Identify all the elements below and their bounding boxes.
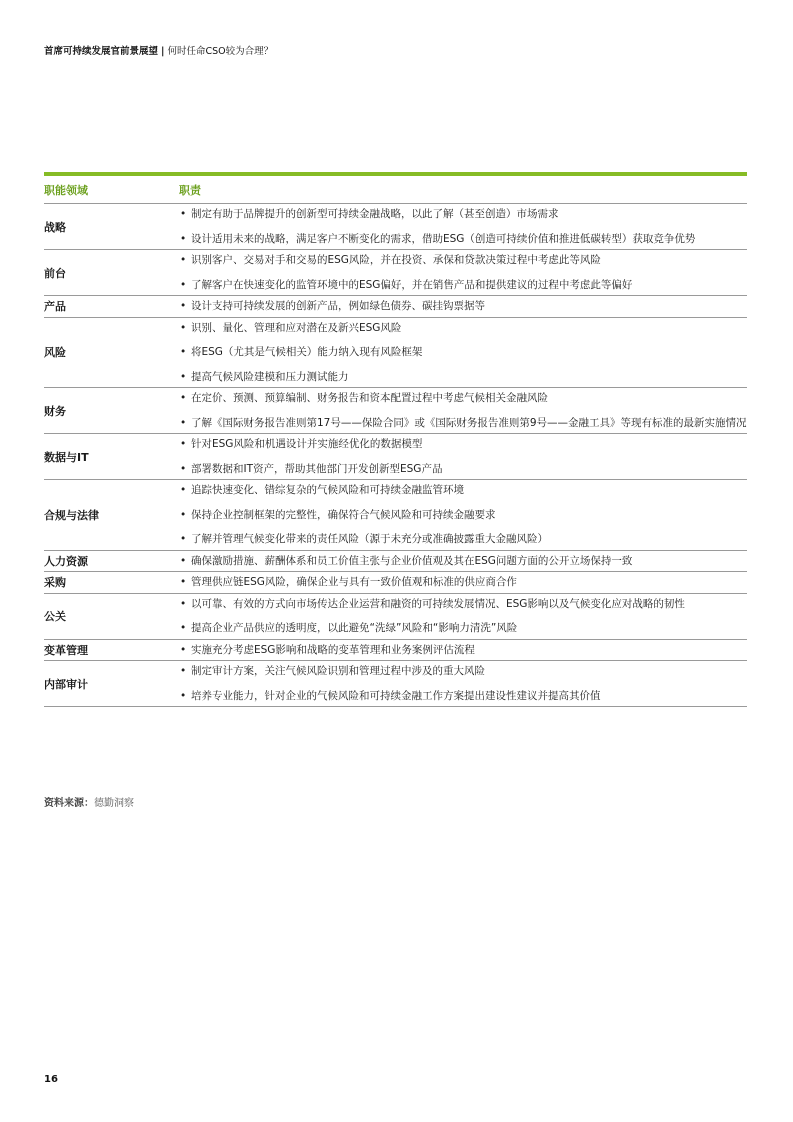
responsibility-item: • 部署数据和IT资产，帮助其他部门开发创新型ESG产品 [179, 462, 747, 478]
responsibility-item: • 确保激励措施、薪酬体系和员工价值主张与企业价值观及其在ESG问题方面的公开立场保持一致 [179, 554, 747, 570]
table-row [44, 250, 747, 296]
domain-cell: 内部审计 [44, 677, 88, 691]
responsibility-item: • 将ESG（尤其是气候相关）能力纳入现有风险框架 [179, 345, 747, 361]
domain-cell: 变革管理 [44, 643, 88, 657]
header-separator: | [161, 46, 165, 57]
domain-cell: 公关 [44, 610, 66, 623]
domain-cell: 财务 [44, 404, 66, 418]
responsibility-item: • 了解并管理气候变化带来的责任风险（源于未充分或准确披露重大金融风险） [179, 532, 747, 548]
domain-cell: 数据与IT [44, 450, 89, 464]
responsibility-item: • 制定审计方案，关注气候风险识别和管理过程中涉及的重大风险 [179, 664, 747, 680]
responsibility-item: • 识别、量化、管理和应对潜在及新兴ESG风险 [179, 321, 747, 337]
table-header [44, 176, 747, 204]
responsibility-item: • 提高企业产品供应的透明度，以此避免“洗绿”风险和“影响力清洗”风险 [179, 621, 747, 637]
responsibilities-cell [179, 551, 747, 572]
domain-cell: 产品 [44, 300, 66, 314]
table-row [44, 318, 747, 389]
responsibilities-cell [179, 480, 747, 550]
domain-cell: 风险 [44, 346, 66, 360]
domain-cell: 合规与法律 [44, 508, 99, 522]
responsibility-item: • 在定价、预测、预算编制、财务报告和资本配置过程中考虑气候相关金融风险 [179, 391, 747, 407]
source-label: 资料来源： [44, 798, 94, 809]
responsibility-item: • 培养专业能力，针对企业的气候风险和可持续金融工作方案提出建设性建议并提高其价值 [179, 689, 747, 705]
responsibility-item: • 管理供应链ESG风险，确保企业与具有一致价值观和标准的供应商合作 [179, 575, 747, 591]
table-row [44, 296, 747, 318]
responsibilities-cell [179, 434, 747, 479]
responsibilities-table [44, 172, 747, 707]
source-text: 德勤洞察 [94, 798, 134, 809]
responsibilities-cell [179, 318, 747, 388]
responsibilities-cell [179, 204, 747, 249]
responsibility-item: • 了解客户在快速变化的监管环境中的ESG偏好，并在销售产品和提供建议的过程中考虑此等偏好 [179, 278, 747, 294]
column-header-domain: 职能领域 [44, 183, 88, 197]
responsibility-item: • 设计支持可持续发展的创新产品，例如绿色债券、碳挂钩票据等 [179, 299, 747, 315]
domain-cell: 采购 [44, 576, 66, 590]
domain-cell: 人力资源 [44, 554, 88, 568]
table-row [44, 640, 747, 662]
responsibilities-cell [179, 572, 747, 593]
responsibility-item: • 了解《国际财务报告准则第17号——保险合同》或《国际财务报告准则第9号——金融工具》等现有标准的最新实施情况 [179, 416, 747, 432]
table-row [44, 551, 747, 573]
table-row [44, 594, 747, 640]
responsibilities-cell [179, 388, 747, 433]
running-header [44, 43, 273, 57]
responsibility-item: • 提高气候风险建模和压力测试能力 [179, 370, 747, 386]
responsibility-item: • 制定有助于品牌提升的创新型可持续金融战略，以此了解（甚至创造）市场需求 [179, 207, 747, 223]
responsibilities-cell [179, 594, 747, 639]
responsibility-item: • 实施充分考虑ESG影响和战略的变革管理和业务案例评估流程 [179, 643, 747, 659]
column-header-responsibilities: 职责 [179, 183, 201, 197]
report-title: 首席可持续发展官前景展望 [44, 46, 159, 57]
domain-cell: 前台 [44, 266, 66, 280]
responsibility-item: • 识别客户、交易对手和交易的ESG风险，并在投资、承保和贷款决策过程中考虑此等风险 [179, 253, 747, 269]
table-row [44, 434, 747, 480]
responsibility-item: • 以可靠、有效的方式向市场传达企业运营和融资的可持续发展情况、ESG影响以及气候变化应对战略的韧性 [179, 597, 747, 613]
table-row [44, 388, 747, 434]
domain-cell: 战略 [44, 220, 66, 234]
responsibility-item: • 设计适用未来的战略，满足客户不断变化的需求，借助ESG（创造可持续价值和推进低碳转型）获取竞争优势 [179, 232, 747, 248]
table-row [44, 204, 747, 250]
responsibilities-cell [179, 296, 747, 317]
table-row [44, 572, 747, 594]
table-row [44, 480, 747, 551]
page-number: 16 [44, 1074, 58, 1085]
table-row [44, 661, 747, 707]
responsibility-item: • 针对ESG风险和机遇设计并实施经优化的数据模型 [179, 437, 747, 453]
responsibilities-cell [179, 661, 747, 706]
responsibilities-cell [179, 640, 747, 661]
responsibility-item: • 保持企业控制框架的完整性，确保符合气候风险和可持续金融要求 [179, 508, 747, 524]
source-note [44, 794, 134, 809]
table-body [44, 204, 747, 707]
responsibility-item: • 追踪快速变化、错综复杂的气候风险和可持续金融监管环境 [179, 483, 747, 499]
section-title: 何时任命CSO较为合理？ [167, 46, 274, 57]
responsibilities-cell [179, 250, 747, 295]
